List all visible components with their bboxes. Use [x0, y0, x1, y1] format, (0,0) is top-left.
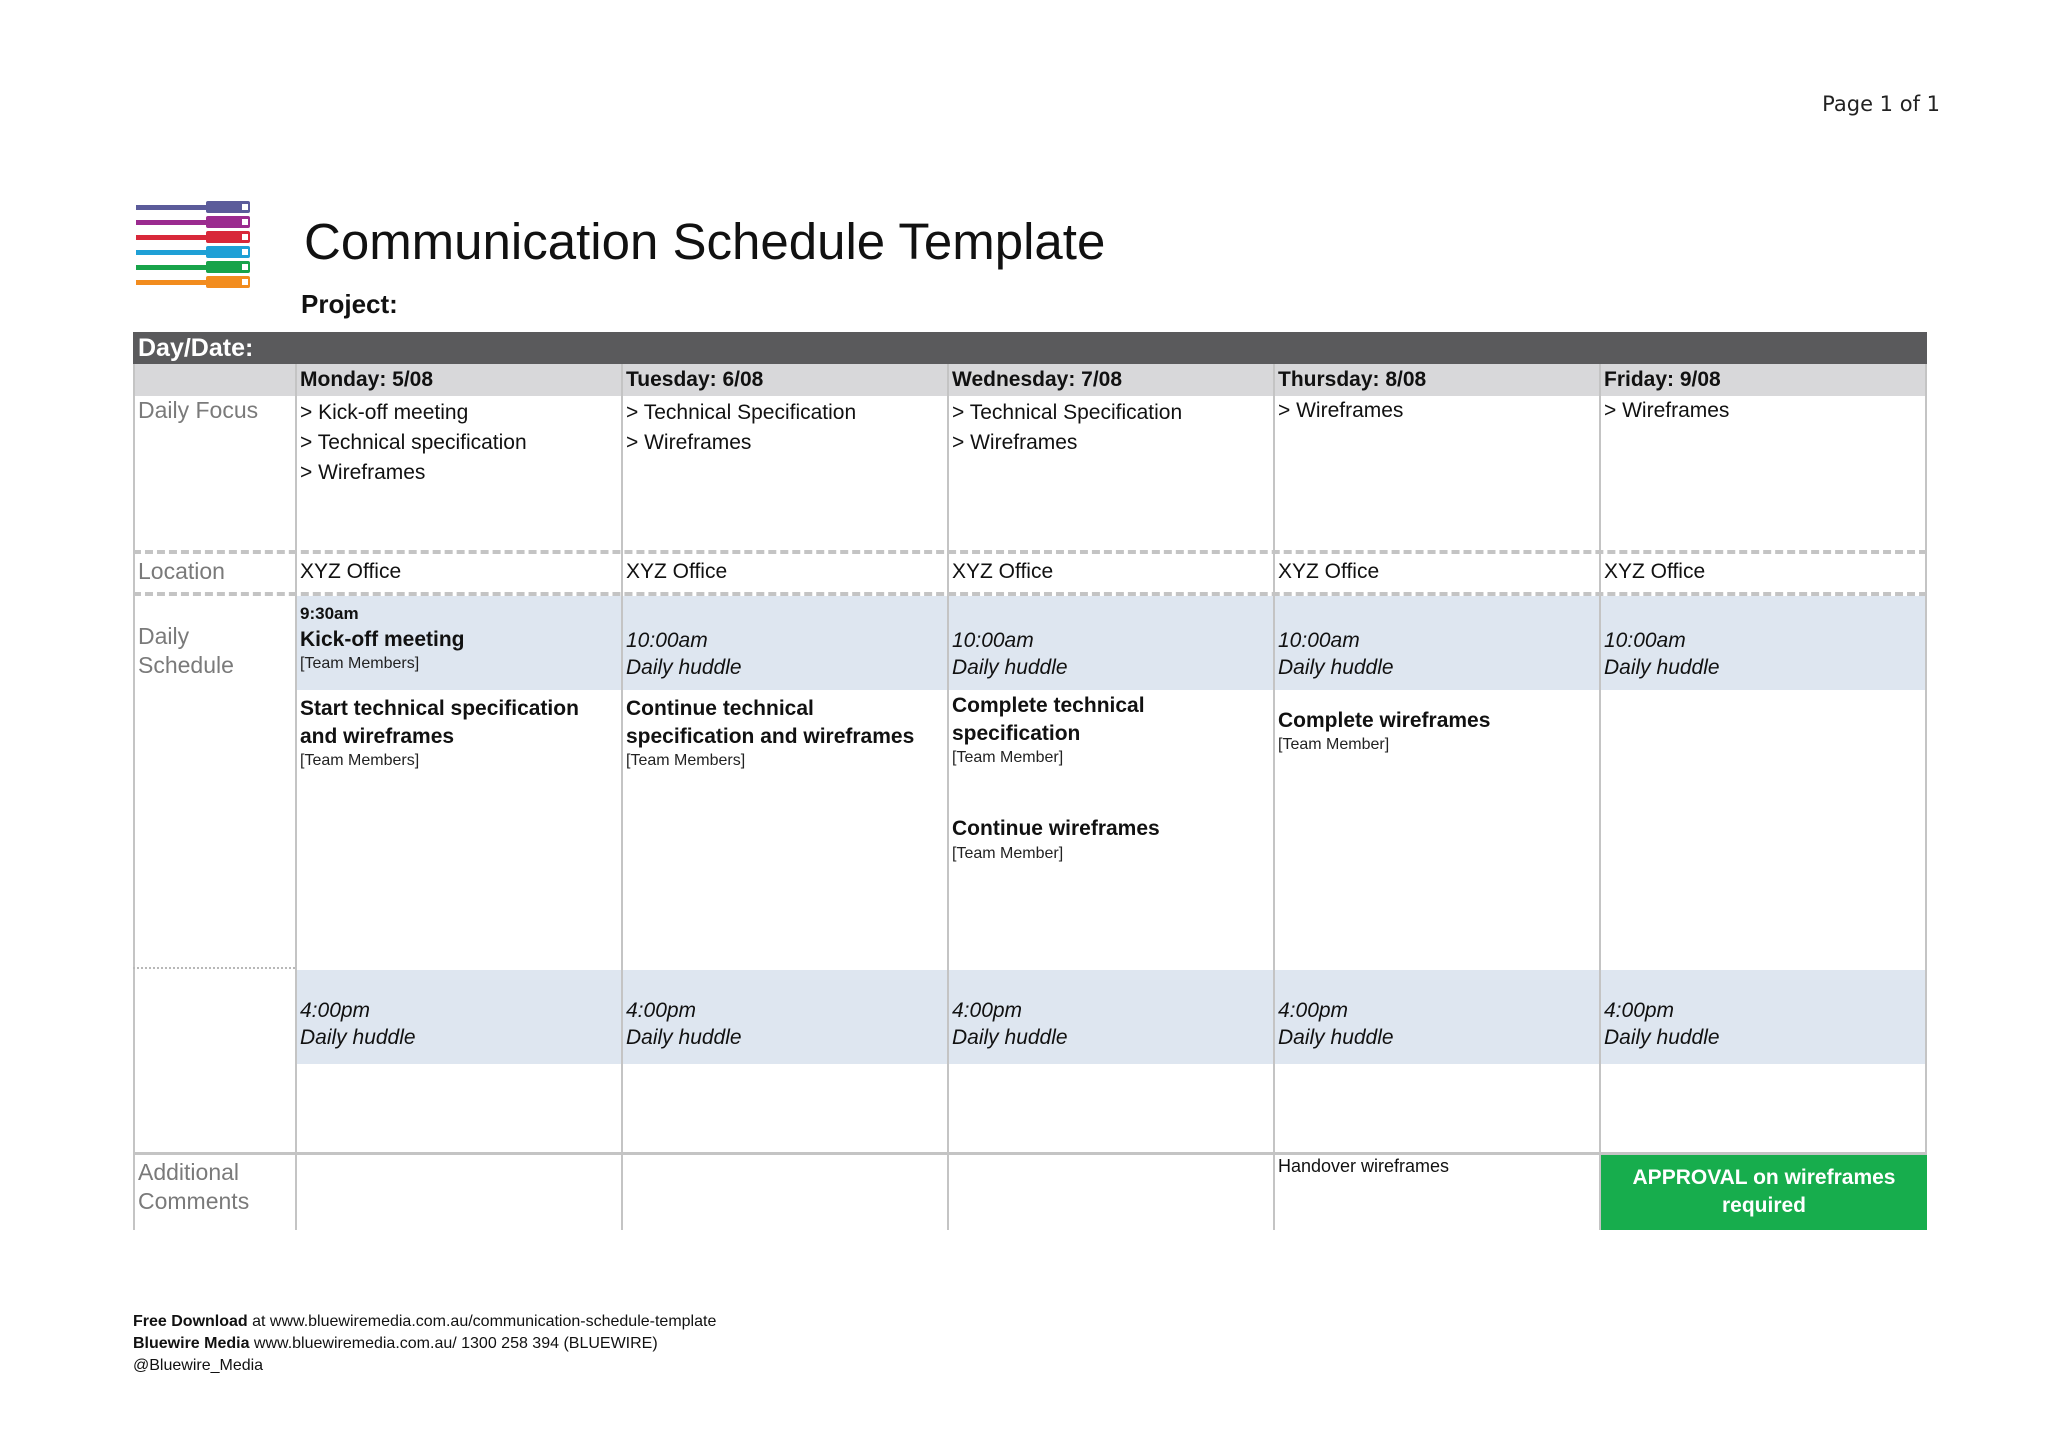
footer: [133, 1311, 716, 1377]
footer-company: Bluewire Media: [133, 1335, 250, 1352]
row-label-daily-schedule-line1: Daily: [138, 623, 190, 649]
page-number: Page 1 of 1: [1822, 92, 1940, 116]
logo-plug-tip: [242, 279, 248, 285]
morning-time: 10:00am: [626, 629, 708, 652]
task-who: [Team Members]: [626, 752, 746, 769]
morning-time: 10:00am: [1278, 629, 1360, 652]
approval-text-line1: APPROVAL on wireframes: [1632, 1166, 1896, 1189]
focus-item: > Wireframes: [952, 431, 1078, 454]
grid-line: [1599, 364, 1601, 1230]
morning-event: Daily huddle: [1278, 656, 1394, 679]
day-date-bar: Day/Date:: [133, 332, 1927, 364]
focus-item: > Wireframes: [1278, 399, 1404, 422]
logo-stripe: [136, 220, 208, 225]
logo-stripe: [136, 250, 208, 255]
afternoon-event: Daily huddle: [300, 1026, 416, 1049]
task-title: and wireframes: [300, 725, 455, 748]
row-label-daily-schedule-line2: Schedule: [138, 652, 234, 678]
label-column-header: [133, 364, 296, 396]
morning-who: [Team Members]: [300, 655, 420, 672]
day-header-thursday: Thursday: 8/08: [1274, 364, 1600, 396]
task-who: [Team Member]: [952, 749, 1064, 766]
grid-line: [295, 364, 297, 1230]
location-value: XYZ Office: [952, 560, 1054, 583]
row-label-daily-schedule: [138, 622, 234, 680]
approval-text-line2: required: [1721, 1194, 1807, 1217]
project-label: Project:: [301, 289, 398, 319]
task-who: [Team Members]: [300, 752, 420, 769]
footer-download-link[interactable]: at www.bluewiremedia.com.au/communication-schedule-template: [247, 1313, 717, 1330]
row-label-location: Location: [138, 558, 225, 584]
grid-line: [133, 1152, 1927, 1155]
bluewire-logo-icon: [134, 199, 254, 289]
location-value: XYZ Office: [1604, 560, 1706, 583]
logo-plug-tip: [242, 264, 248, 270]
task-title: specification: [952, 722, 1081, 745]
footer-contact: www.bluewiremedia.com.au/ 1300 258 394 (BLUEWIRE): [249, 1335, 658, 1352]
row-label-daily-focus: Daily Focus: [138, 397, 259, 423]
task-title: Complete technical: [952, 694, 1145, 717]
afternoon-event: Daily huddle: [952, 1026, 1068, 1049]
logo-plug-tip: [242, 234, 248, 240]
morning-event: Daily huddle: [1604, 656, 1720, 679]
grid-line: [947, 364, 949, 1230]
afternoon-time: 4:00pm: [1604, 999, 1675, 1022]
grid-line: [621, 364, 623, 1230]
morning-time: 10:00am: [1604, 629, 1686, 652]
task-who: [Team Member]: [952, 845, 1064, 862]
morning-event: Kick-off meeting: [300, 628, 465, 651]
day-header-friday: Friday: 9/08: [1600, 364, 1927, 396]
logo-stripe: [136, 235, 208, 240]
location-value: XYZ Office: [626, 560, 728, 583]
grid-line: [1925, 364, 1927, 1154]
location-value: XYZ Office: [1278, 560, 1380, 583]
logo-plug-tip: [242, 204, 248, 210]
afternoon-event: Daily huddle: [1604, 1026, 1720, 1049]
focus-item: > Wireframes: [300, 461, 426, 484]
row-label-additional-comments-line1: Additional: [138, 1159, 240, 1185]
logo-stripe: [136, 265, 208, 270]
focus-item: > Wireframes: [626, 431, 752, 454]
logo-stripe: [136, 205, 208, 210]
day-header-monday: Monday: 5/08: [296, 364, 622, 396]
task-title: specification and wireframes: [626, 725, 915, 748]
afternoon-time: 4:00pm: [1278, 999, 1349, 1022]
footer-free-download: Free Download: [133, 1313, 248, 1330]
schedule-table: [133, 332, 1927, 1230]
approval-cell: [1601, 1154, 1927, 1230]
task-title: Complete wireframes: [1278, 709, 1491, 732]
day-header-wednesday: Wednesday: 7/08: [948, 364, 1274, 396]
row-label-additional-comments: [138, 1158, 249, 1216]
morning-event: Daily huddle: [952, 656, 1068, 679]
page-title: Communication Schedule Template: [304, 213, 1106, 270]
afternoon-time: 4:00pm: [626, 999, 697, 1022]
logo-stripe: [136, 280, 208, 285]
row-label-additional-comments-line2: Comments: [138, 1188, 250, 1214]
focus-item: > Wireframes: [1604, 399, 1730, 422]
morning-event: Daily huddle: [626, 656, 742, 679]
afternoon-time: 4:00pm: [952, 999, 1023, 1022]
dashed-divider: [133, 550, 1927, 554]
morning-time: 9:30am: [300, 604, 359, 623]
focus-item: > Technical specification: [300, 431, 527, 454]
location-value: XYZ Office: [300, 560, 402, 583]
afternoon-event: Daily huddle: [1278, 1026, 1394, 1049]
logo-plug-tip: [242, 249, 248, 255]
morning-time: 10:00am: [952, 629, 1034, 652]
comment-text: Handover wireframes: [1278, 1156, 1450, 1176]
task-title: Continue wireframes: [952, 817, 1160, 840]
afternoon-time: 4:00pm: [300, 999, 371, 1022]
task-title: Start technical specification: [300, 697, 579, 720]
day-header-tuesday: Tuesday: 6/08: [622, 364, 948, 396]
focus-item: > Technical Specification: [952, 401, 1183, 424]
task-who: [Team Member]: [1278, 736, 1390, 753]
focus-item: > Technical Specification: [626, 401, 857, 424]
focus-item: > Kick-off meeting: [300, 401, 469, 424]
afternoon-event: Daily huddle: [626, 1026, 742, 1049]
grid-line: [1273, 364, 1275, 1230]
task-title: Continue technical: [626, 697, 814, 720]
footer-handle: @Bluewire_Media: [133, 1357, 264, 1374]
grid-line: [133, 364, 135, 1230]
dotted-divider: [133, 967, 295, 969]
dashed-divider: [133, 592, 1927, 596]
logo-plug-tip: [242, 219, 248, 225]
